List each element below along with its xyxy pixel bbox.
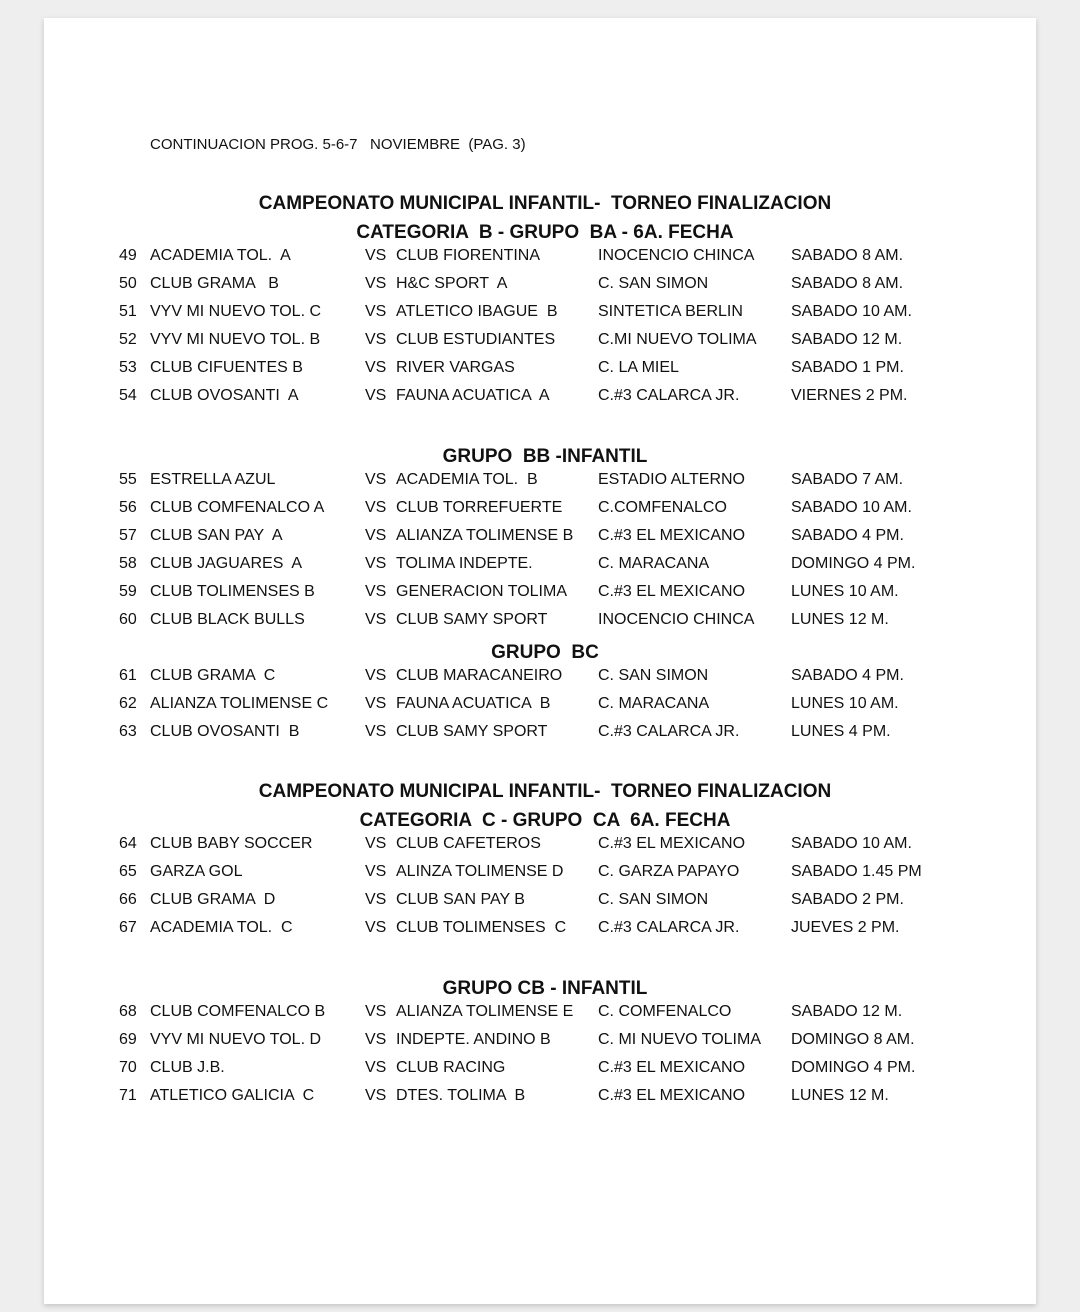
vs-label: VS — [365, 695, 387, 712]
group-title: GRUPO BB -INFANTIL — [442, 446, 648, 467]
vs-label: VS — [365, 1087, 387, 1104]
match-time: VIERNES 2 PM. — [791, 387, 908, 404]
home-team: CLUB SAN PAY A — [150, 527, 283, 544]
home-team: CLUB GRAMA C — [150, 667, 276, 684]
away-team: GENERACION TOLIMA — [396, 583, 567, 600]
match-row — [0, 555, 1080, 575]
away-team: INDEPTE. ANDINO B — [396, 1031, 551, 1048]
match-time: DOMINGO 4 PM. — [791, 555, 916, 572]
home-team: CLUB GRAMA D — [150, 891, 276, 908]
match-row — [0, 1003, 1080, 1023]
venue: C.#3 CALARCA JR. — [598, 387, 740, 404]
away-team: ALIANZA TOLIMENSE B — [396, 527, 574, 544]
away-team: ALINZA TOLIMENSE D — [396, 863, 564, 880]
match-row — [0, 499, 1080, 519]
home-team: CLUB OVOSANTI B — [150, 723, 300, 740]
match-number: 70 — [119, 1059, 137, 1076]
match-row — [0, 695, 1080, 715]
match-number: 49 — [119, 247, 137, 264]
section-title: CAMPEONATO MUNICIPAL INFANTIL- TORNEO FINALIZACION — [258, 781, 832, 802]
venue: C. SAN SIMON — [598, 891, 709, 908]
away-team: ACADEMIA TOL. B — [396, 471, 538, 488]
match-row — [0, 667, 1080, 687]
venue: C.#3 EL MEXICANO — [598, 527, 746, 544]
venue: C.COMFENALCO — [598, 499, 727, 516]
vs-label: VS — [365, 667, 387, 684]
away-team: CLUB TOLIMENSES C — [396, 919, 567, 936]
match-row — [0, 471, 1080, 491]
vs-label: VS — [365, 471, 387, 488]
home-team: ACADEMIA TOL. C — [150, 919, 293, 936]
section-title: CAMPEONATO MUNICIPAL INFANTIL- TORNEO FINALIZACION — [258, 193, 832, 214]
match-row — [0, 1031, 1080, 1051]
venue: C.#3 EL MEXICANO — [598, 583, 746, 600]
match-row — [0, 583, 1080, 603]
away-team: RIVER VARGAS — [396, 359, 515, 376]
home-team: VYV MI NUEVO TOL. C — [150, 303, 322, 320]
match-number: 61 — [119, 667, 137, 684]
vs-label: VS — [365, 247, 387, 264]
venue: C.#3 EL MEXICANO — [598, 1087, 746, 1104]
vs-label: VS — [365, 387, 387, 404]
match-row — [0, 835, 1080, 855]
home-team: CLUB TOLIMENSES B — [150, 583, 315, 600]
home-team: CLUB GRAMA B — [150, 275, 279, 292]
venue: C.#3 EL MEXICANO — [598, 1059, 746, 1076]
match-number: 55 — [119, 471, 137, 488]
match-time: LUNES 12 M. — [791, 1087, 889, 1104]
match-number: 58 — [119, 555, 137, 572]
vs-label: VS — [365, 891, 387, 908]
match-time: SABADO 1.45 PM — [791, 863, 922, 880]
match-row — [0, 359, 1080, 379]
venue: ESTADIO ALTERNO — [598, 471, 745, 488]
vs-label: VS — [365, 723, 387, 740]
venue: C. GARZA PAPAYO — [598, 863, 740, 880]
home-team: CLUB OVOSANTI A — [150, 387, 299, 404]
match-number: 54 — [119, 387, 137, 404]
match-number: 56 — [119, 499, 137, 516]
away-team: FAUNA ACUATICA A — [396, 387, 550, 404]
venue: C.#3 EL MEXICANO — [598, 835, 746, 852]
match-time: SABADO 10 AM. — [791, 499, 912, 516]
vs-label: VS — [365, 359, 387, 376]
match-time: LUNES 12 M. — [791, 611, 889, 628]
match-number: 64 — [119, 835, 137, 852]
match-number: 52 — [119, 331, 137, 348]
match-time: SABADO 4 PM. — [791, 667, 904, 684]
away-team: CLUB CAFETEROS — [396, 835, 541, 852]
vs-label: VS — [365, 1031, 387, 1048]
vs-label: VS — [365, 555, 387, 572]
venue: C. SAN SIMON — [598, 275, 709, 292]
home-team: GARZA GOL — [150, 863, 243, 880]
match-number: 71 — [119, 1087, 137, 1104]
match-time: JUEVES 2 PM. — [791, 919, 900, 936]
away-team: CLUB RACING — [396, 1059, 506, 1076]
vs-label: VS — [365, 527, 387, 544]
match-time: SABADO 1 PM. — [791, 359, 904, 376]
match-number: 62 — [119, 695, 137, 712]
home-team: CLUB J.B. — [150, 1059, 225, 1076]
venue: C.#3 CALARCA JR. — [598, 723, 740, 740]
match-number: 59 — [119, 583, 137, 600]
match-time: LUNES 4 PM. — [791, 723, 891, 740]
match-time: SABADO 8 AM. — [791, 247, 904, 264]
away-team: CLUB MARACANEIRO — [396, 667, 563, 684]
match-time: SABADO 4 PM. — [791, 527, 904, 544]
match-row — [0, 1087, 1080, 1107]
vs-label: VS — [365, 919, 387, 936]
match-time: DOMINGO 4 PM. — [791, 1059, 916, 1076]
group-title: GRUPO CB - INFANTIL — [442, 978, 648, 999]
match-row — [0, 387, 1080, 407]
match-number: 66 — [119, 891, 137, 908]
venue: C. COMFENALCO — [598, 1003, 732, 1020]
away-team: CLUB SAMY SPORT — [396, 611, 548, 628]
match-time: SABADO 8 AM. — [791, 275, 904, 292]
vs-label: VS — [365, 863, 387, 880]
home-team: CLUB BLACK BULLS — [150, 611, 305, 628]
away-team: TOLIMA INDEPTE. — [396, 555, 533, 572]
match-time: SABADO 12 M. — [791, 331, 903, 348]
match-row — [0, 247, 1080, 267]
match-time: SABADO 10 AM. — [791, 303, 912, 320]
match-row — [0, 723, 1080, 743]
group-title: CATEGORIA B - GRUPO BA - 6A. FECHA — [356, 222, 734, 243]
away-team: CLUB SAN PAY B — [396, 891, 525, 908]
match-number: 67 — [119, 919, 137, 936]
match-row — [0, 1059, 1080, 1079]
away-team: CLUB TORREFUERTE — [396, 499, 563, 516]
match-number: 51 — [119, 303, 137, 320]
vs-label: VS — [365, 1003, 387, 1020]
match-row — [0, 275, 1080, 295]
vs-label: VS — [365, 275, 387, 292]
match-number: 69 — [119, 1031, 137, 1048]
match-number: 53 — [119, 359, 137, 376]
match-time: SABADO 7 AM. — [791, 471, 904, 488]
match-row — [0, 611, 1080, 631]
match-number: 65 — [119, 863, 137, 880]
away-team: CLUB ESTUDIANTES — [396, 331, 556, 348]
home-team: ALIANZA TOLIMENSE C — [150, 695, 329, 712]
match-row — [0, 891, 1080, 911]
home-team: VYV MI NUEVO TOL. B — [150, 331, 321, 348]
away-team: H&C SPORT A — [396, 275, 508, 292]
venue: C.#3 CALARCA JR. — [598, 919, 740, 936]
venue: C. SAN SIMON — [598, 667, 709, 684]
match-number: 50 — [119, 275, 137, 292]
vs-label: VS — [365, 583, 387, 600]
venue: C. MARACANA — [598, 695, 710, 712]
match-row — [0, 863, 1080, 883]
home-team: CLUB JAGUARES A — [150, 555, 303, 572]
match-number: 60 — [119, 611, 137, 628]
home-team: CLUB BABY SOCCER — [150, 835, 313, 852]
match-time: LUNES 10 AM. — [791, 695, 899, 712]
venue: C. MI NUEVO TOLIMA — [598, 1031, 761, 1048]
match-time: SABADO 12 M. — [791, 1003, 903, 1020]
vs-label: VS — [365, 611, 387, 628]
match-time: SABADO 2 PM. — [791, 891, 904, 908]
home-team: ATLETICO GALICIA C — [150, 1087, 315, 1104]
home-team: CLUB CIFUENTES B — [150, 359, 303, 376]
home-team: CLUB COMFENALCO B — [150, 1003, 326, 1020]
venue: C. MARACANA — [598, 555, 710, 572]
venue: C.MI NUEVO TOLIMA — [598, 331, 757, 348]
home-team: ESTRELLA AZUL — [150, 471, 276, 488]
away-team: ALIANZA TOLIMENSE E — [396, 1003, 574, 1020]
vs-label: VS — [365, 835, 387, 852]
match-row — [0, 331, 1080, 351]
match-number: 68 — [119, 1003, 137, 1020]
match-row — [0, 919, 1080, 939]
away-team: DTES. TOLIMA B — [396, 1087, 526, 1104]
match-number: 57 — [119, 527, 137, 544]
venue: C. LA MIEL — [598, 359, 679, 376]
vs-label: VS — [365, 331, 387, 348]
venue: INOCENCIO CHINCA — [598, 611, 755, 628]
group-title: CATEGORIA C - GRUPO CA 6A. FECHA — [359, 810, 731, 831]
match-number: 63 — [119, 723, 137, 740]
away-team: ATLETICO IBAGUE B — [396, 303, 558, 320]
match-time: SABADO 10 AM. — [791, 835, 912, 852]
vs-label: VS — [365, 1059, 387, 1076]
page-header: CONTINUACION PROG. 5-6-7 NOVIEMBRE (PAG. 3) — [150, 136, 526, 153]
match-time: LUNES 10 AM. — [791, 583, 899, 600]
vs-label: VS — [365, 303, 387, 320]
match-time: DOMINGO 8 AM. — [791, 1031, 915, 1048]
vs-label: VS — [365, 499, 387, 516]
home-team: ACADEMIA TOL. A — [150, 247, 291, 264]
group-title: GRUPO BC — [491, 642, 599, 663]
away-team: CLUB FIORENTINA — [396, 247, 541, 264]
away-team: CLUB SAMY SPORT — [396, 723, 548, 740]
match-row — [0, 527, 1080, 547]
match-row — [0, 303, 1080, 323]
home-team: VYV MI NUEVO TOL. D — [150, 1031, 322, 1048]
home-team: CLUB COMFENALCO A — [150, 499, 325, 516]
venue: SINTETICA BERLIN — [598, 303, 743, 320]
away-team: FAUNA ACUATICA B — [396, 695, 551, 712]
venue: INOCENCIO CHINCA — [598, 247, 755, 264]
